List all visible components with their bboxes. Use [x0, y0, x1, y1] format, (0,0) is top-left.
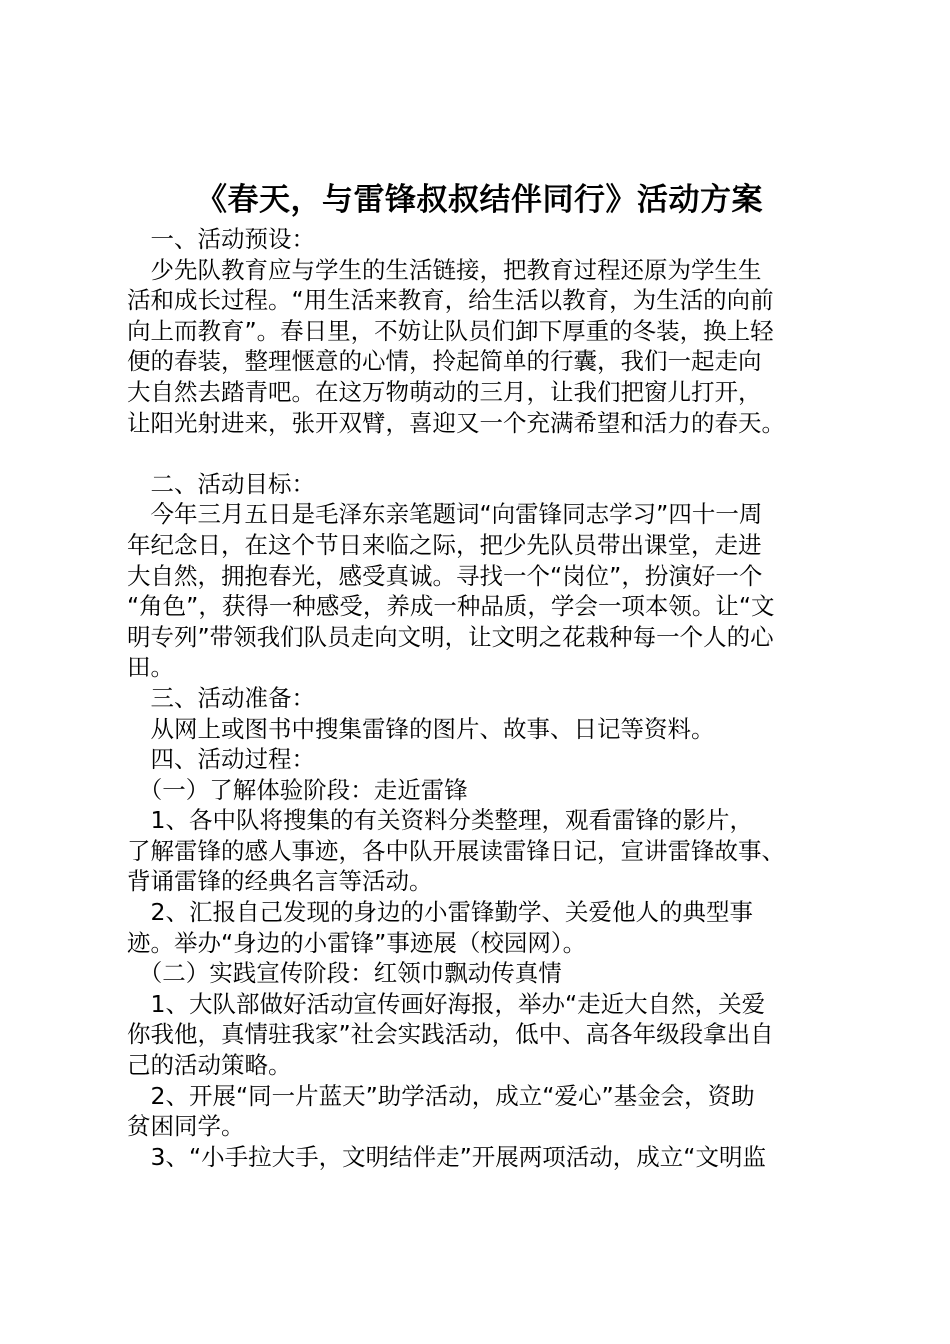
blank-line [127, 438, 832, 469]
document-body [127, 224, 832, 1172]
paragraph-line: 今年三月五日是毛泽东亲笔题词“向雷锋同志学习”四十一周 [127, 500, 763, 529]
paragraph-line: 活和成长过程。“用生活来教育，给生活以教育，为生活的向前 [127, 286, 774, 315]
paragraph-line: 年纪念日，在这个节日来临之际，把少先队员带出课堂，走进 [127, 530, 762, 559]
paragraph-line: 向上而教育”。春日里，不妨让队员们卸下厚重的冬装，换上轻 [127, 316, 774, 345]
subheading-stage-two: （二）实践宣传阶段：红领巾飘动传真情 [127, 959, 562, 988]
paragraph-line: 你我他，真情驻我家”社会实践活动，低中、高各年级段拿出自 [127, 1020, 774, 1049]
paragraph-line: 1、各中队将搜集的有关资料分类整理，观看雷锋的影片， [127, 806, 753, 835]
paragraph-line: 背诵雷锋的经典名言等活动。 [127, 867, 433, 896]
heading-activity-preset: 一、活动预设： [127, 225, 315, 253]
paragraph-line: 2、开展“同一片蓝天”助学活动，成立“爱心”基金会，资助 [127, 1081, 755, 1110]
heading-activity-goals: 二、活动目标： [127, 469, 315, 498]
paragraph-line: 1、大队部做好活动宣传画好海报，举办“走近大自然，关爱 [127, 989, 766, 1018]
heading-activity-process: 四、活动过程： [127, 745, 315, 774]
paragraph-line: 从网上或图书中搜集雷锋的图片、故事、日记等资料。 [127, 714, 715, 743]
paragraph-line: 3、“小手拉大手，文明结伴走”开展两项活动，成立“文明监 [127, 1142, 766, 1171]
document-title: 《春天，与雷锋叔叔结伴同行》活动方案 [196, 182, 763, 218]
paragraph-line: 贫困同学。 [127, 1112, 245, 1141]
paragraph-line: 明专列”带领我们队员走向文明，让文明之花栽种每一个人的心 [127, 622, 774, 651]
paragraph-line: 少先队教育应与学生的生活链接，把教育过程还原为学生生 [127, 255, 762, 284]
paragraph-line: 迹。举办“身边的小雷锋”事迹展（校园网）。 [127, 928, 587, 957]
paragraph-line: 大自然去踏青吧。在这万物萌动的三月，让我们把窗儿打开， [127, 377, 762, 406]
paragraph-line: 己的活动策略。 [127, 1051, 292, 1080]
paragraph-line: 田。 [127, 653, 174, 682]
paragraph-line: 2、汇报自己发现的身边的小雷锋勤学、关爱他人的典型事 [127, 898, 753, 927]
heading-activity-preparation: 三、活动准备： [127, 683, 315, 712]
subheading-stage-one: （一）了解体验阶段：走近雷锋 [127, 775, 468, 804]
paragraph-line: 大自然，拥抱春光，感受真诚。寻找一个“岗位”，扮演好一个 [127, 561, 763, 590]
paragraph-line: 让阳光射进来，张开双臂，喜迎又一个充满希望和活力的春天。 [127, 408, 785, 437]
document-page [127, 178, 832, 1172]
paragraph-line: 了解雷锋的感人事迹，各中队开展读雷锋日记，宣讲雷锋故事、 [127, 836, 785, 865]
paragraph-line: 便的春装，整理惬意的心情，拎起简单的行囊，我们一起走向 [127, 347, 762, 376]
paragraph-line: “角色”，获得一种感受，养成一种品质，学会一项本领。让“文 [127, 592, 775, 621]
